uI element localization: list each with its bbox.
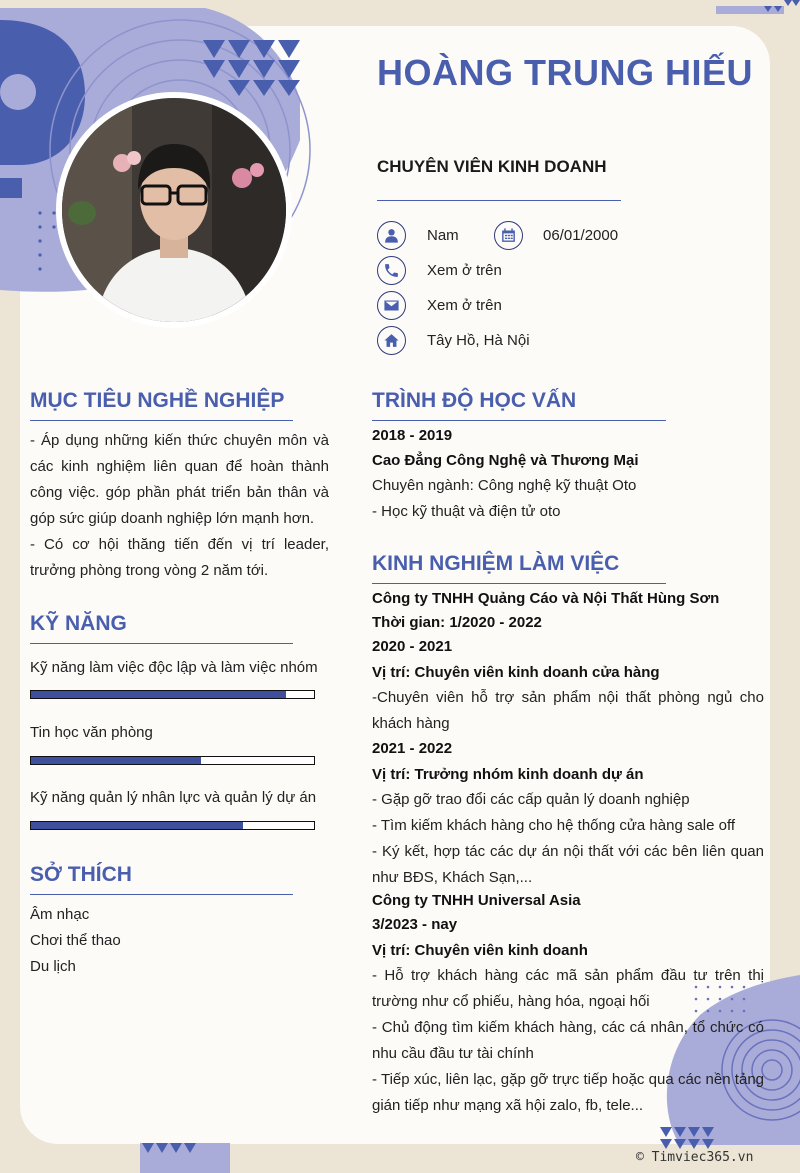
mail-icon <box>377 291 406 320</box>
role-period: 2021 - 2022 <box>372 740 453 757</box>
full-name: HOÀNG TRUNG HIẾU <box>377 52 753 93</box>
role-description: - Chủ động tìm kiếm khách hàng, các cá nhân, tổ chức có nhu cầu đầu tư tài chính <box>372 1019 764 1062</box>
profile-photo <box>56 92 292 328</box>
phone-value: Xem ở trên <box>427 262 502 279</box>
role-description: -Chuyên viên hỗ trợ sản phẩm nội thất phòng ngủ cho khách hàng <box>372 689 764 732</box>
employment-period: 3/2023 - nay <box>372 916 458 933</box>
employment-period: Thời gian: 1/2020 - 2022 <box>372 614 542 631</box>
education-heading: TRÌNH ĐỘ HỌC VẤN <box>372 389 577 412</box>
skills-heading: KỸ NĂNG <box>30 612 127 635</box>
skill-bar-fill <box>31 691 286 698</box>
education-major: Chuyên ngành: Công nghệ kỹ thuật Oto <box>372 477 637 494</box>
skill-label: Kỹ năng làm việc độc lập và làm việc nhóm <box>30 659 318 676</box>
phone-icon <box>377 256 406 285</box>
education-school: Cao Đẳng Công Nghệ và Thương Mại <box>372 452 639 469</box>
email-value: Xem ở trên <box>427 297 502 314</box>
company-name: Công ty TNHH Universal Asia <box>372 892 581 909</box>
experience-divider <box>372 583 666 584</box>
home-icon <box>377 326 406 355</box>
skill-bar <box>30 690 315 699</box>
objective-text-1: - Áp dụng những kiến thức chuyên môn và các kinh nghiệm liên quan để hoàn thành công việc. góp phần phát triển bản thân và góp sức giúp doanh nghiệp lớn mạnh hơn. <box>30 432 329 527</box>
role-description: - Tìm kiếm khách hàng cho hệ thống cửa hàng sale off <box>372 817 736 834</box>
education-note: - Học kỹ thuật và điện tử oto <box>372 503 561 520</box>
birthdate-value: 06/01/2000 <box>543 227 619 244</box>
skill-bar <box>30 821 315 830</box>
hobbies-heading: SỞ THÍCH <box>30 863 132 886</box>
birthdate-row <box>494 221 618 250</box>
role-period: 2020 - 2021 <box>372 638 453 655</box>
skill-label: Kỹ năng quản lý nhân lực và quản lý dự án <box>30 789 317 806</box>
person-icon <box>377 221 406 250</box>
bottom-left-decoration <box>140 1143 230 1173</box>
email-row <box>377 291 502 320</box>
job-title: CHUYÊN VIÊN KINH DOANH <box>377 157 607 176</box>
role-title: Vị trí: Trưởng nhóm kinh doanh dự án <box>372 766 644 783</box>
role-description: - Gặp gỡ trao đổi các cấp quản lý doanh nghiệp <box>372 791 690 808</box>
calendar-icon <box>494 221 523 250</box>
address-row <box>377 326 530 355</box>
gender-value: Nam <box>427 227 459 244</box>
hobbies-divider <box>30 894 293 895</box>
skill-bar-fill <box>31 757 201 764</box>
experience-block <box>372 587 764 1119</box>
experience-heading: KINH NGHIỆM LÀM VIỆC <box>372 552 620 575</box>
education-block <box>372 424 764 524</box>
role-description: - Ký kết, hợp tác các dự án nội thất với các bên liên quan như BĐS, Khách Sạn,... <box>372 843 764 886</box>
objective-text-2: - Có cơ hội thăng tiến đến vị trí leader, trưởng phòng trong vòng 2 năm tới. <box>30 536 329 579</box>
header-divider <box>377 200 621 201</box>
skill-bar <box>30 756 315 765</box>
role-description: - Tiếp xúc, liên lạc, gặp gỡ trực tiếp hoặc qua các nền tảng gián tiếp như mạng xã hội zalo, fb, tele... <box>372 1071 764 1114</box>
gender-row <box>377 221 459 250</box>
role-description: - Hỗ trợ khách hàng các mã sản phẩm đầu tư trên thị trường như cổ phiếu, hàng hóa, ngoại hối <box>372 967 764 1010</box>
role-title: Vị trí: Chuyên viên kinh doanh <box>372 942 588 959</box>
company-name: Công ty TNHH Quảng Cáo và Nội Thất Hùng Sơn <box>372 590 720 607</box>
hobby-item: Du lịch <box>30 958 76 975</box>
top-right-decoration <box>716 0 800 16</box>
objective-heading: MỤC TIÊU NGHỀ NGHIỆP <box>30 389 285 412</box>
hobby-item: Chơi thể thao <box>30 932 121 949</box>
skill-bar-fill <box>31 822 243 829</box>
address-value: Tây Hồ, Hà Nội <box>427 332 530 349</box>
education-divider <box>372 420 666 421</box>
objective-divider <box>30 420 293 421</box>
role-title: Vị trí: Chuyên viên kinh doanh cửa hàng <box>372 664 660 681</box>
hobby-item: Âm nhạc <box>30 906 90 923</box>
footer-watermark: © Timviec365.vn <box>636 1150 754 1165</box>
phone-row <box>377 256 502 285</box>
skills-divider <box>30 643 293 644</box>
skill-label: Tin học văn phòng <box>30 724 153 741</box>
education-period: 2018 - 2019 <box>372 427 453 444</box>
